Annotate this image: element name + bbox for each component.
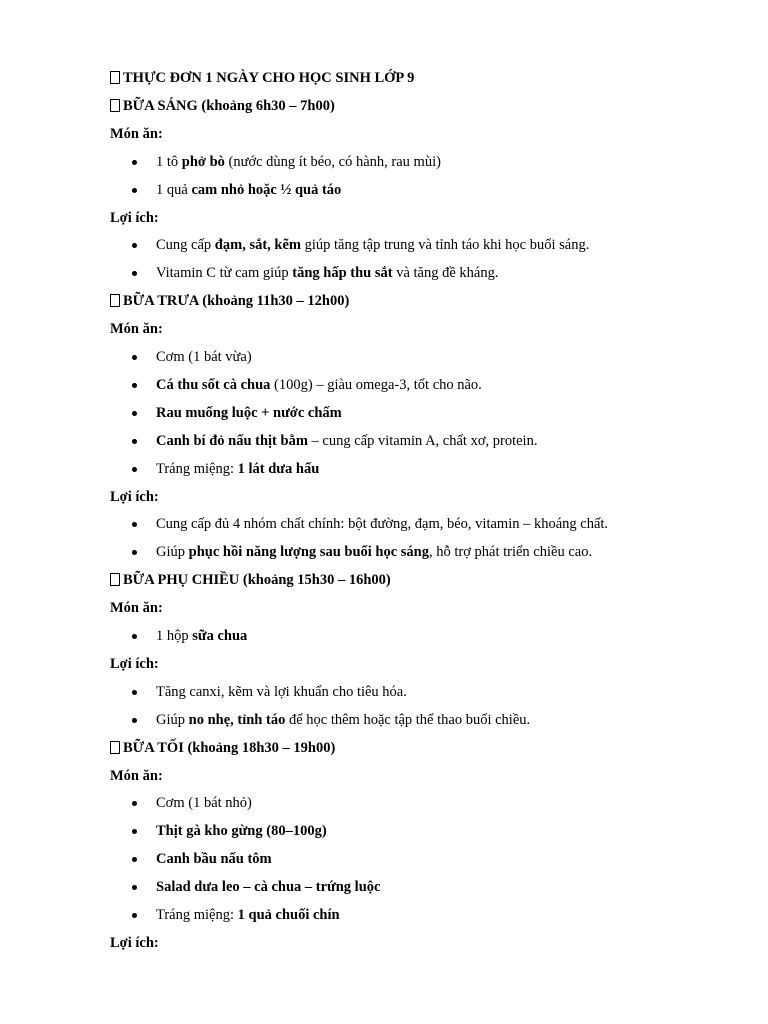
benefits-label: Lợi ích: — [110, 935, 159, 951]
bullet-dot-icon — [132, 913, 137, 918]
list-item-text: Giúp phục hồi năng lượng sau buổi học sáng, hỗ trợ phát triển chiều cao. — [156, 544, 593, 560]
list-item-text: Canh bí đỏ nấu thịt bằm – cung cấp vitamin A, chất xơ, protein. — [156, 433, 538, 449]
dishes-label: Món ăn: — [110, 126, 163, 142]
list-item-text: Giúp no nhẹ, tỉnh táo để học thêm hoặc tập thể thao buổi chiều. — [156, 712, 531, 728]
list-item-text: Cung cấp đạm, sắt, kẽm giúp tăng tập trung và tỉnh táo khi học buổi sáng. — [156, 237, 590, 253]
section-time: (khoảng 15h30 – 16h00) — [239, 572, 391, 588]
list-item-text: Rau muống luộc + nước chấm — [156, 405, 342, 421]
section-heading-afternoon-snack — [110, 571, 391, 589]
missing-emoji-icon — [110, 99, 120, 112]
section-name: BỮA SÁNG — [123, 98, 198, 114]
bullet-dot-icon — [132, 718, 137, 723]
section-heading-breakfast — [110, 97, 335, 115]
bullet-dot-icon — [132, 383, 137, 388]
section-name: BỮA TRƯA — [123, 293, 199, 309]
dishes-label: Món ăn: — [110, 768, 163, 784]
section-heading-lunch — [110, 292, 349, 310]
missing-emoji-icon — [110, 71, 120, 84]
bullet-dot-icon — [132, 522, 137, 527]
missing-emoji-icon — [110, 294, 120, 307]
section-name: BỮA PHỤ CHIỀU — [123, 572, 240, 588]
bullet-dot-icon — [132, 690, 137, 695]
benefits-label: Lợi ích: — [110, 656, 159, 672]
list-item-text: 1 quả cam nhỏ hoặc ½ quả táo — [156, 182, 342, 198]
section-heading-dinner — [110, 739, 335, 757]
bullet-dot-icon — [132, 885, 137, 890]
bullet-dot-icon — [132, 355, 137, 360]
bullet-dot-icon — [132, 188, 137, 193]
bullet-dot-icon — [132, 467, 137, 472]
dishes-label: Món ăn: — [110, 600, 163, 616]
benefits-label: Lợi ích: — [110, 489, 159, 505]
dishes-label: Món ăn: — [110, 321, 163, 337]
bullet-dot-icon — [132, 439, 137, 444]
list-item-text: Tráng miệng: 1 quả chuối chín — [156, 907, 340, 923]
list-item-text: Cơm (1 bát vừa) — [156, 349, 252, 365]
document-title-text: THỰC ĐƠN 1 NGÀY CHO HỌC SINH LỚP 9 — [123, 70, 415, 86]
list-item-text: Cá thu sốt cà chua (100g) – giàu omega-3, tốt cho não. — [156, 377, 482, 393]
list-item-text: Canh bầu nấu tôm — [156, 851, 272, 867]
bullet-dot-icon — [132, 829, 137, 834]
list-item-text: Salad dưa leo – cà chua – trứng luộc — [156, 879, 381, 895]
list-item-text: Cơm (1 bát nhỏ) — [156, 795, 252, 811]
bullet-dot-icon — [132, 411, 137, 416]
missing-emoji-icon — [110, 741, 120, 754]
section-name: BỮA TỐI — [123, 740, 184, 756]
section-time: (khoảng 6h30 – 7h00) — [197, 98, 335, 114]
bullet-dot-icon — [132, 857, 137, 862]
document-title — [110, 69, 414, 87]
bullet-dot-icon — [132, 243, 137, 248]
bullet-dot-icon — [132, 550, 137, 555]
section-time: (khoảng 11h30 – 12h00) — [198, 293, 350, 309]
missing-emoji-icon — [110, 573, 120, 586]
list-item-text: 1 tô phở bò (nước dùng ít béo, có hành, rau mùi) — [156, 154, 441, 170]
benefits-label: Lợi ích: — [110, 210, 159, 226]
bullet-dot-icon — [132, 801, 137, 806]
bullet-dot-icon — [132, 634, 137, 639]
list-item-text: Tăng canxi, kẽm và lợi khuẩn cho tiêu hóa. — [156, 684, 407, 700]
list-item-text: Thịt gà kho gừng (80–100g) — [156, 823, 327, 839]
list-item-text: 1 hộp sữa chua — [156, 628, 248, 644]
bullet-dot-icon — [132, 160, 137, 165]
list-item-text: Cung cấp đủ 4 nhóm chất chính: bột đường, đạm, béo, vitamin – khoáng chất. — [156, 516, 609, 532]
section-time: (khoảng 18h30 – 19h00) — [183, 740, 336, 756]
bullet-dot-icon — [132, 271, 137, 276]
list-item-text: Vitamin C từ cam giúp tăng hấp thu sắt và tăng đề kháng. — [156, 265, 499, 281]
list-item-text: Tráng miệng: 1 lát dưa hấu — [156, 461, 320, 477]
